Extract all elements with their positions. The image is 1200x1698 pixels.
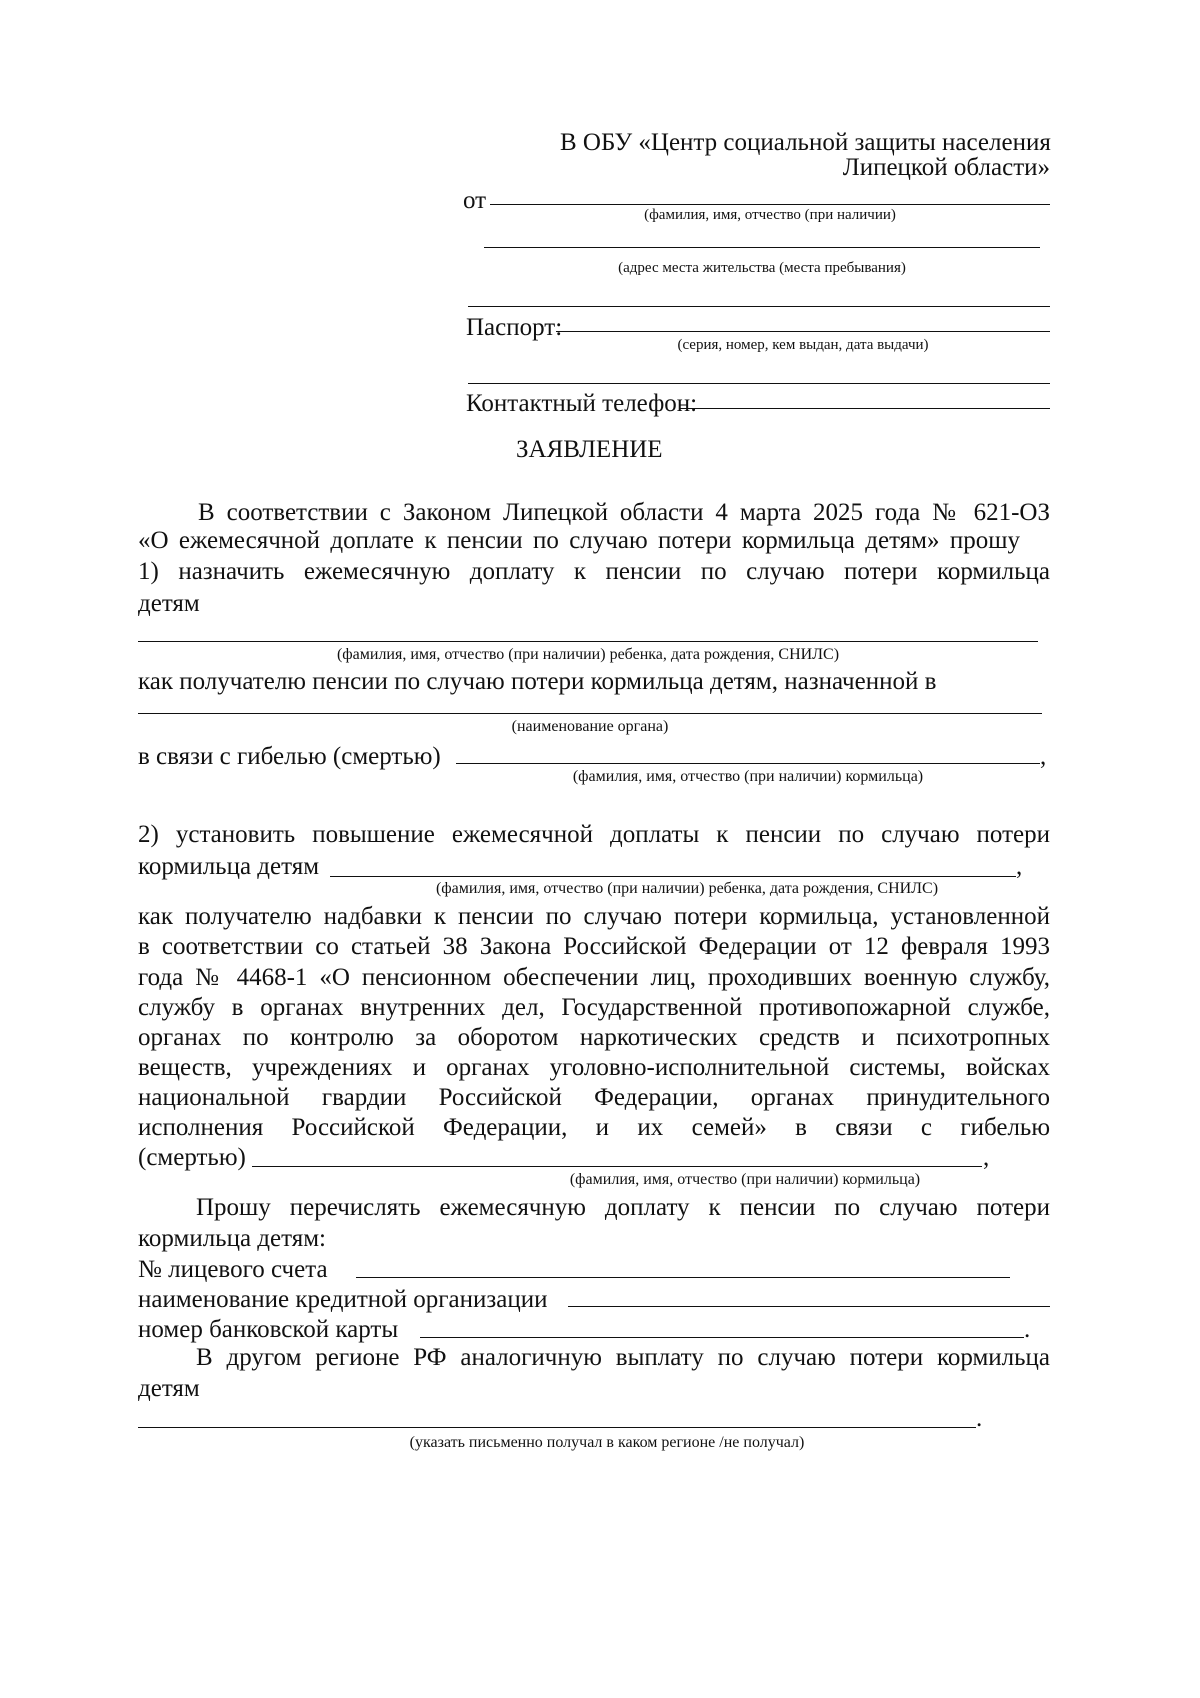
p3-comma: , — [1016, 853, 1023, 880]
child-caption: (фамилия, имя, отчество (при наличии) ребенка, дата рождения, СНИЛС) — [336, 646, 840, 663]
child-line-2[interactable] — [330, 876, 1016, 877]
p4-line-1: как получателю надбавки к пенсии по случаю потери кормильца, установленной — [138, 903, 1050, 930]
region-caption: (указать письменно получал в каком регионе /не получал) — [409, 1434, 805, 1451]
passport-label: Паспорт: — [466, 314, 563, 341]
p4-line-6: веществ, учреждениях и органах уголовно-исполнительной системы, войсках — [138, 1054, 1050, 1081]
death-comma: , — [1040, 743, 1047, 770]
account-line[interactable] — [356, 1277, 1010, 1278]
breadwinner-caption: (фамилия, имя, отчество (при наличии) кормильца) — [572, 768, 924, 785]
organ-line[interactable] — [138, 713, 1042, 714]
from-name-line[interactable] — [490, 204, 1050, 205]
passport-line[interactable] — [556, 331, 1050, 332]
death-label: в связи с гибелью (смертью) — [138, 743, 441, 770]
region-line[interactable] — [138, 1427, 976, 1428]
passport-line-2[interactable] — [468, 383, 1050, 384]
p1-line-4: детям — [138, 590, 200, 617]
from-label: от — [463, 187, 487, 214]
p6-line-1: В другом регионе РФ аналогичную выплату по случаю потери кормильца — [196, 1344, 1050, 1371]
address-line-2[interactable] — [468, 306, 1050, 307]
death-line[interactable] — [456, 763, 1040, 764]
card-line[interactable] — [420, 1337, 1024, 1338]
p4-line-3: года № 4468-1 «О пенсионном обеспечении лиц, проходивших военную службу, — [138, 964, 1050, 991]
p4-line-7: национальной гвардии Российской Федерации, органах принудительного — [138, 1084, 1050, 1111]
recipient-line-2: Липецкой области» — [842, 154, 1050, 181]
breadwinner-caption-2: (фамилия, имя, отчество (при наличии) кормильца) — [569, 1171, 921, 1188]
phone-label: Контактный телефон: — [466, 390, 698, 417]
address-line[interactable] — [484, 247, 1040, 248]
p6-dot: . — [976, 1405, 983, 1432]
passport-caption: (серия, номер, кем выдан, дата выдачи) — [677, 337, 929, 353]
p4-line-5: органах по контролю за оборотом наркотических средств и психотропных — [138, 1024, 1050, 1051]
bank-label: наименование кредитной организации — [138, 1286, 548, 1313]
from-name-caption: (фамилия, имя, отчество (при наличии) — [644, 207, 896, 223]
organ-caption: (наименование органа) — [511, 718, 669, 735]
p3-line-2: кормильца детям — [138, 853, 320, 880]
phone-line[interactable] — [680, 408, 1050, 409]
p1-line-3: 1) назначить ежемесячную доплату к пенсии по случаю потери кормильца — [138, 558, 1050, 585]
p4-line-2: в соответствии со статьей 38 Закона Российской Федерации от 12 февраля 1993 — [138, 933, 1050, 960]
recipient-line-1: В ОБУ «Центр социальной защиты населения — [560, 129, 1051, 156]
card-dot: . — [1024, 1316, 1031, 1343]
address-caption: (адрес места жительства (места пребывания) — [618, 260, 906, 276]
p4-line-9: (смертью) — [138, 1144, 246, 1171]
p5-line-1: Прошу перечислять ежемесячную доплату к пенсии по случаю потери — [196, 1194, 1050, 1221]
child-caption-2: (фамилия, имя, отчество (при наличии) ребенка, дата рождения, СНИЛС) — [435, 880, 939, 897]
p2-line-1: как получателю пенсии по случаю потери кормильца детям, назначенной в — [138, 668, 937, 695]
card-label: номер банковской карты — [138, 1316, 399, 1343]
breadwinner-line-2[interactable] — [252, 1166, 982, 1167]
child-line[interactable] — [138, 641, 1038, 642]
p4-line-4: службу в органах внутренних дел, Государственной противопожарной службе, — [138, 994, 1050, 1021]
p3-line-1: 2) установить повышение ежемесячной доплаты к пенсии по случаю потери — [138, 821, 1050, 848]
p4-line-8: исполнения Российской Федерации, и их семей» в связи с гибелью — [138, 1114, 1050, 1141]
p6-line-2: детям — [138, 1375, 200, 1402]
account-label: № лицевого счета — [138, 1256, 328, 1283]
bank-line[interactable] — [568, 1306, 1050, 1307]
p4-comma: , — [983, 1144, 990, 1171]
document-title: ЗАЯВЛЕНИЕ — [516, 436, 663, 463]
p1-line-2: «О ежемесячной доплате к пенсии по случаю потери кормильца детям» прошу — [138, 527, 1020, 554]
p5-line-2: кормильца детям: — [138, 1225, 326, 1252]
p1-line-1: В соответствии с Законом Липецкой области 4 марта 2025 года № 621-ОЗ — [198, 499, 1050, 526]
